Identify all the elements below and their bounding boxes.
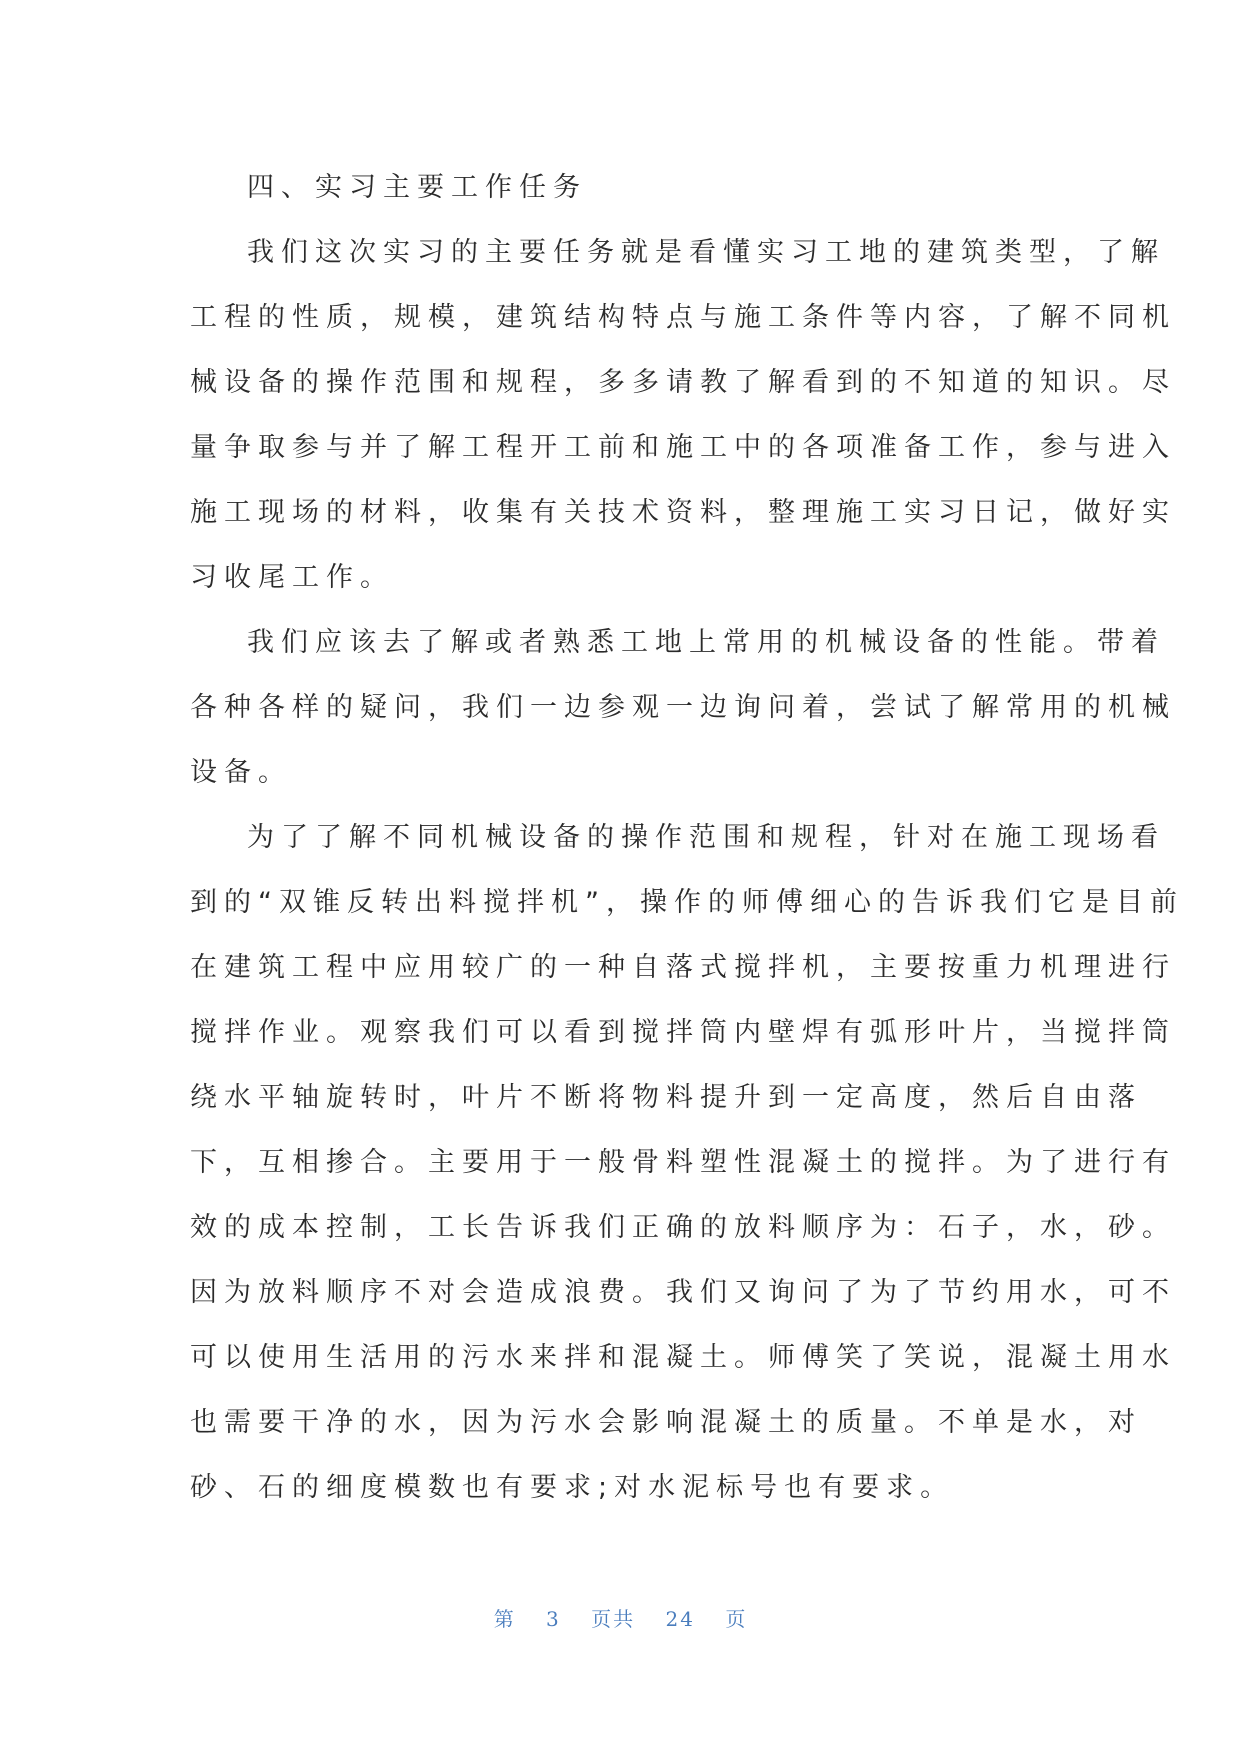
text-line: 各种各样的疑问，我们一边参观一边询问着，尝试了解常用的机械 [190,692,1176,723]
text-line: 因为放料顺序不对会造成浪费。我们又询问了为了节约用水，可不 [190,1277,1176,1308]
text-line: 械设备的操作范围和规程，多多请教了解看到的不知道的知识。尽 [190,367,1176,398]
text-line: 设备。 [190,757,292,788]
text-line: 在建筑工程中应用较广的一种自落式搅拌机，主要按重力机理进行 [190,952,1176,983]
text-line: 到的“双锥反转出料搅拌机”，操作的师傅细心的告诉我们它是目前 [190,887,1184,918]
text-line: 我们应该去了解或者熟悉工地上常用的机械设备的性能。带着 [247,627,1165,658]
text-line: 搅拌作业。观察我们可以看到搅拌筒内壁焊有弧形叶片，当搅拌筒 [190,1017,1176,1048]
footer-prefix: 第 [493,1607,516,1631]
current-page-number: 3 [546,1607,561,1631]
text-line: 工程的性质，规模，建筑结构特点与施工条件等内容，了解不同机 [190,302,1176,333]
text-line: 下，互相掺合。主要用于一般骨料塑性混凝土的搅拌。为了进行有 [190,1147,1176,1178]
text-line: 可以使用生活用的污水来拌和混凝土。师傅笑了笑说，混凝土用水 [190,1342,1176,1373]
text-line: 绕水平轴旋转时，叶片不断将物料提升到一定高度，然后自由落 [190,1082,1142,1113]
text-line: 量争取参与并了解工程开工前和施工中的各项准备工作，参与进入 [190,432,1176,463]
text-line: 也需要干净的水，因为污水会影响混凝土的质量。不单是水，对 [190,1407,1142,1438]
page-footer [0,1603,1241,1632]
text-line: 效的成本控制，工长告诉我们正确的放料顺序为：石子，水，砂。 [190,1212,1176,1243]
total-pages-number: 24 [665,1607,695,1631]
footer-suffix: 页 [725,1607,748,1631]
text-line: 为了了解不同机械设备的操作范围和规程，针对在施工现场看 [247,822,1165,853]
document-body [190,155,1184,1520]
text-line: 我们这次实习的主要任务就是看懂实习工地的建筑类型，了解 [247,237,1165,268]
footer-middle: 页共 [591,1607,636,1631]
text-line: 习收尾工作。 [190,562,394,593]
text-line: 砂、石的细度模数也有要求;对水泥标号也有要求。 [190,1472,955,1503]
section-heading: 四、实习主要工作任务 [247,172,587,203]
text-line: 施工现场的材料，收集有关技术资料，整理施工实习日记，做好实 [190,497,1176,528]
